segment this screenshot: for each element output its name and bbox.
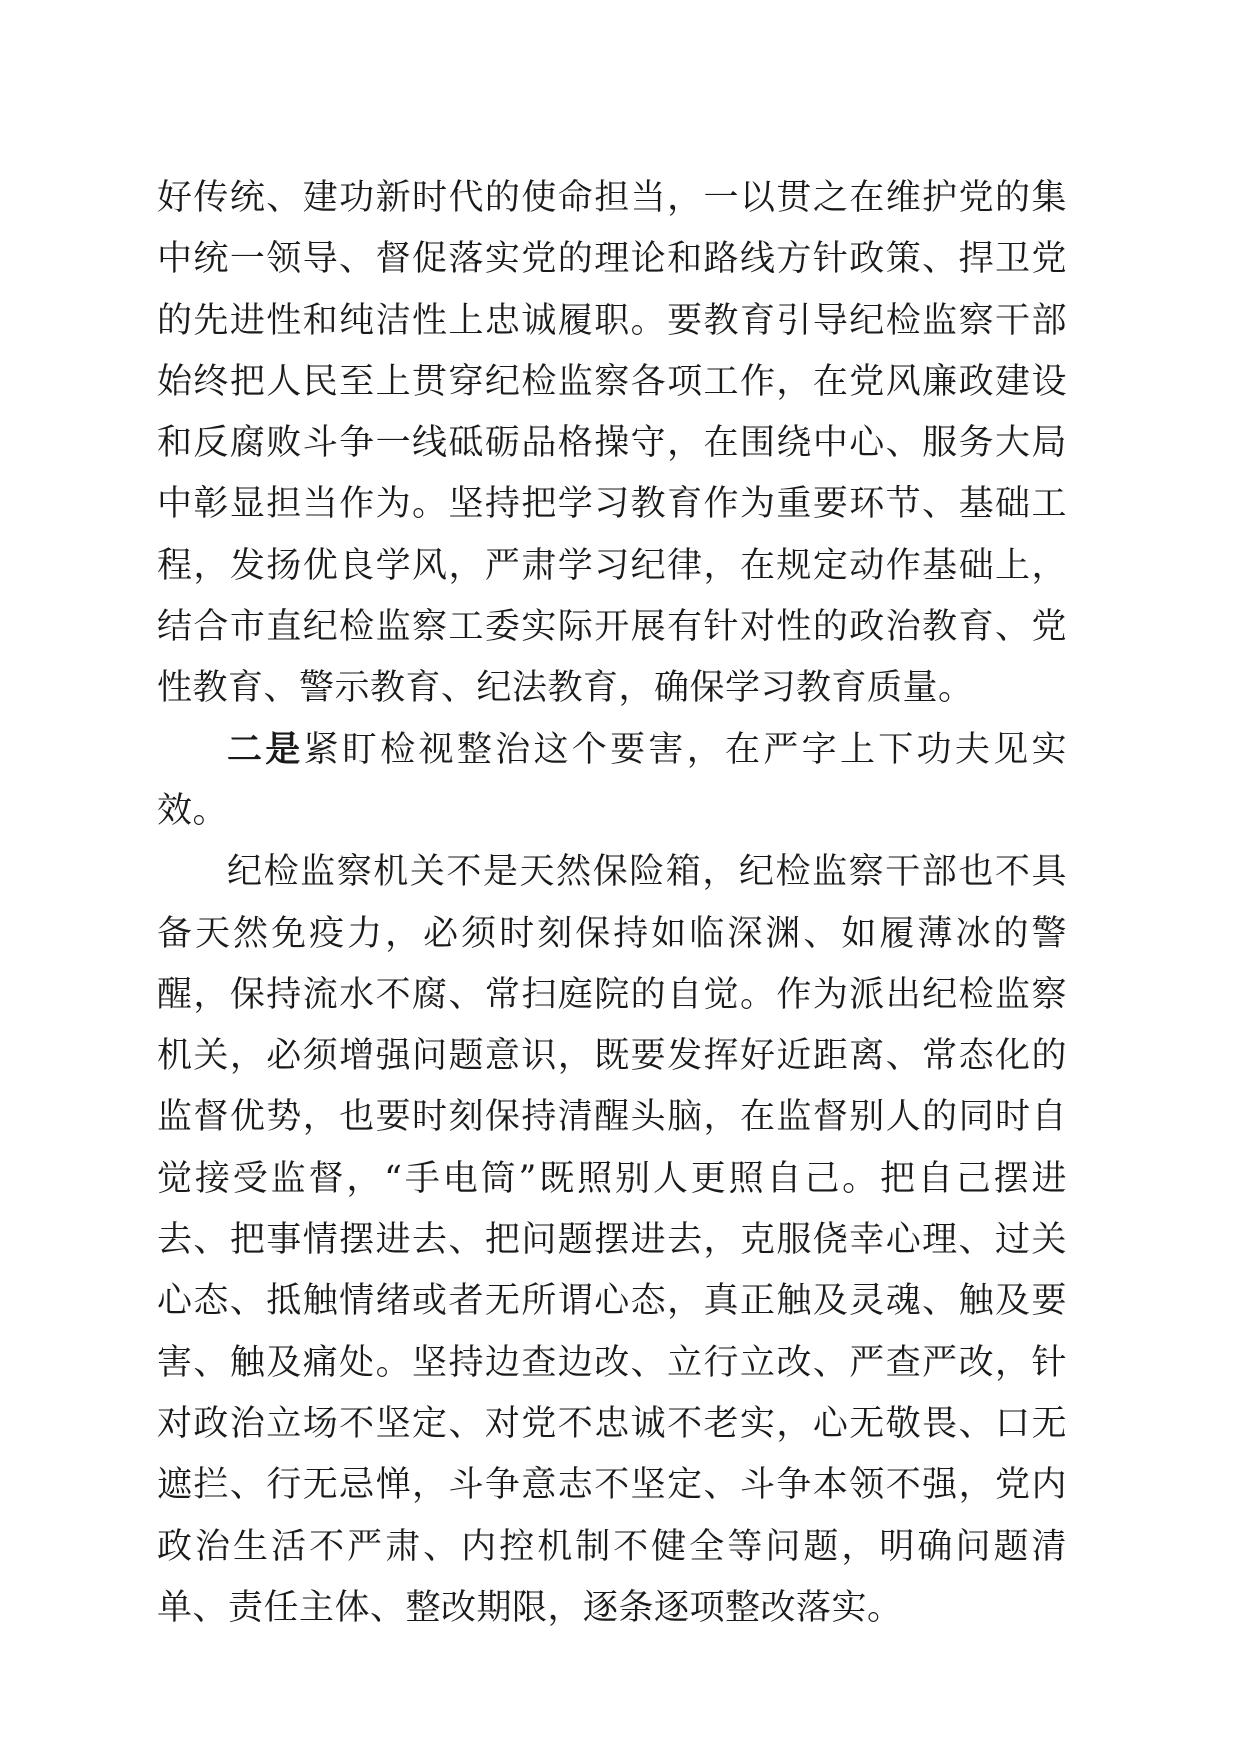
section-heading [157,720,1067,843]
paragraph-continuation: 好传统、建功新时代的使命担当，一以贯之在维护党的集中统一领导、督促落实党的理论和路线方针政策、捍卫党的先进性和纯洁性上忠诚履职。要教育引导纪检监察干部始终把人民至上贯穿纪检监察各项工作，在党风廉政建设和反腐败斗争一线砥砺品格操守，在围绕中心、服务大局中彰显担当作为。坚持把学习教育作为重要环节、基础工程，发扬优良学风，严肃学习纪律，在规定动作基础上，结合市直纪检监察工委实际开展有针对性的政治教育、党性教育、警示教育、纪法教育，确保学习教育质量。 [157,178,1067,709]
document-body [157,168,1067,1639]
section-heading-text: 紧盯检视整治这个要害，在严字上下功夫见实效。 [157,729,1067,831]
paragraph: 纪检监察机关不是天然保险箱，纪检监察干部也不具备天然免疫力，必须时刻保持如临深渊、如履薄冰的警醒，保持流水不腐、常扫庭院的自觉。作为派出纪检监察机关，必须增强问题意识，既要发挥好近距离、常态化的监督优势，也要时刻保持清醒头脑，在监督别人的同时自觉接受监督，“手电筒”既照别人更照自己。把自己摆进去、把事情摆进去、把问题摆进去，克服侥幸心理、过关心态、抵触情绪或者无所谓心态，真正触及灵魂、触及要害、触及痛处。坚持边查边改、立行立改、严查严改，针对政治立场不坚定、对党不忠诚不老实，心无敬畏、口无遮拦、行无忌惮，斗争意志不坚定、斗争本领不强，党内政治生活不严肃、内控机制不健全等问题，明确问题清单、责任主体、整改期限，逐条逐项整改落实。 [157,852,1067,1628]
section-lead: 二是 [227,729,304,770]
